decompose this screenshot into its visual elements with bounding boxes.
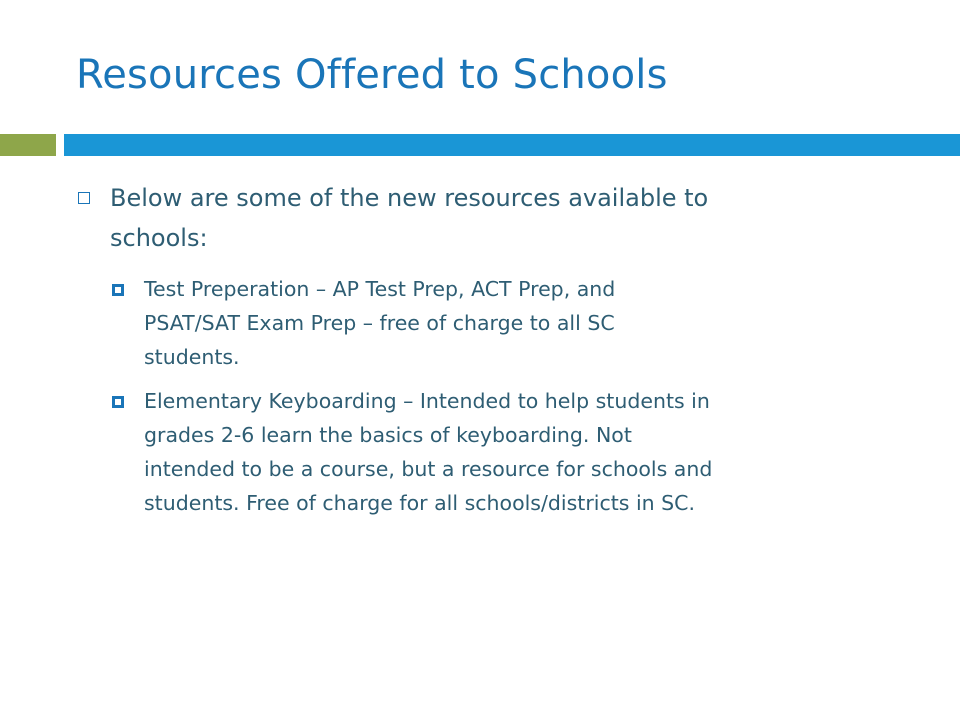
bullet-level2-keyboarding: [144, 384, 906, 520]
slide-content: [76, 178, 906, 520]
text-line: students. Free of charge for all schools/districts in SC.: [144, 491, 695, 515]
text-line: Below are some of the new resources available to: [110, 184, 709, 212]
text-line: grades 2-6 learn the basics of keyboarding. Not: [144, 423, 632, 447]
text-line: Elementary Keyboarding – Intended to help students in: [144, 389, 710, 413]
text-line: PSAT/SAT Exam Prep – free of charge to all SC: [144, 311, 615, 335]
bullet-level1: [76, 178, 906, 258]
text-line: schools:: [110, 224, 208, 252]
title-divider-blue: [64, 134, 960, 156]
bullet-level1-text: [110, 178, 906, 258]
slide-title: Resources Offered to Schools: [76, 52, 668, 98]
text-line: Test Preperation – AP Test Prep, ACT Prep, and: [144, 277, 616, 301]
bullet-level2-test-prep: [144, 272, 906, 374]
square-bullet-icon: [112, 396, 124, 408]
square-bullet-icon: [112, 284, 124, 296]
text-line: students.: [144, 345, 240, 369]
text-line: intended to be a course, but a resource for schools and: [144, 457, 713, 481]
hollow-square-bullet-icon: [78, 192, 90, 204]
title-divider-green: [0, 134, 56, 156]
